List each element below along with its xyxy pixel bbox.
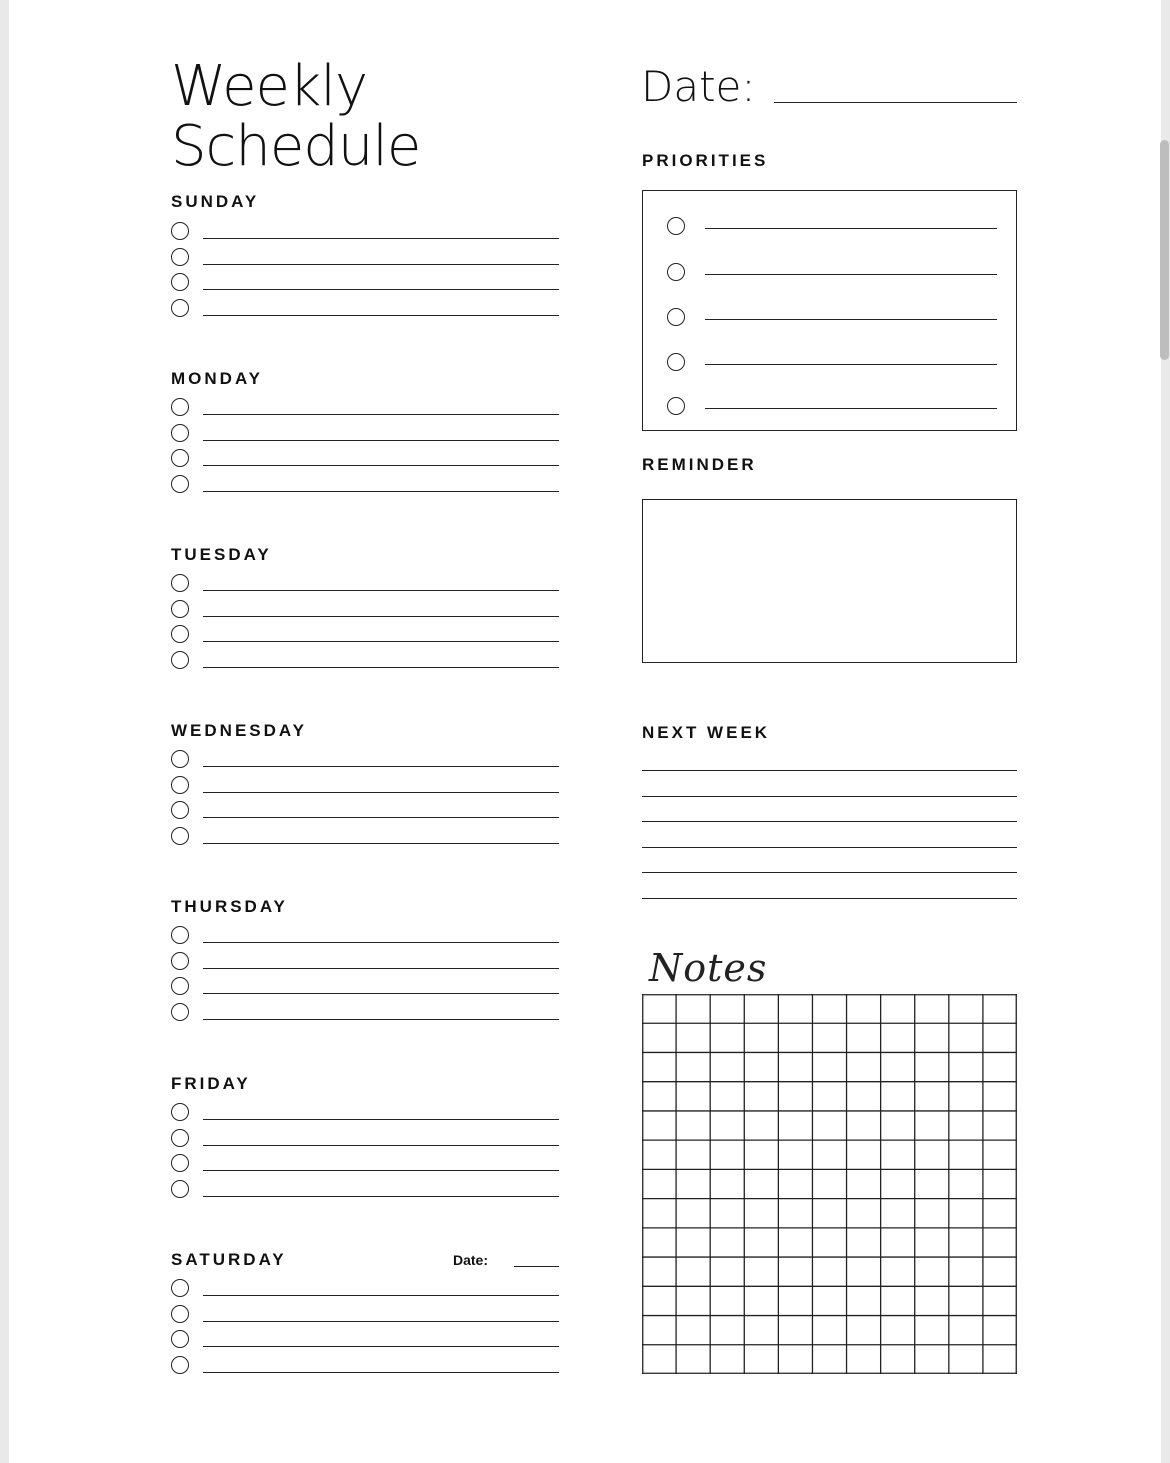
checkbox-circle[interactable]: [171, 1279, 189, 1297]
checkbox-circle[interactable]: [171, 952, 189, 970]
next-week-line[interactable]: [642, 872, 1017, 873]
checkbox-circle[interactable]: [171, 1003, 189, 1021]
day-heading: TUESDAY: [171, 545, 272, 564]
checkbox-circle[interactable]: [171, 750, 189, 768]
task-item: [171, 600, 561, 622]
day-heading: SATURDAY: [171, 1250, 287, 1269]
task-line[interactable]: [203, 616, 559, 617]
title-weekly: Weekly: [171, 54, 368, 119]
checkbox-circle[interactable]: [667, 308, 685, 326]
task-line[interactable]: [203, 1346, 559, 1347]
task-line[interactable]: [203, 414, 559, 415]
task-item: [171, 222, 561, 244]
task-line[interactable]: [203, 641, 559, 642]
task-item: [171, 651, 561, 673]
task-line[interactable]: [203, 264, 559, 265]
task-line[interactable]: [203, 1321, 559, 1322]
checkbox-circle[interactable]: [171, 625, 189, 643]
checkbox-circle[interactable]: [171, 248, 189, 266]
task-line[interactable]: [203, 1372, 559, 1373]
priority-line[interactable]: [705, 274, 997, 275]
checkbox-circle[interactable]: [171, 299, 189, 317]
checkbox-circle[interactable]: [171, 574, 189, 592]
task-item: [171, 750, 561, 772]
notes-grid[interactable]: [642, 994, 1017, 1374]
task-item: [171, 248, 561, 270]
saturday-date-label: Date:: [453, 1252, 489, 1268]
notes-grid-svg: [642, 994, 1017, 1374]
checkbox-circle[interactable]: [171, 600, 189, 618]
task-line[interactable]: [203, 993, 559, 994]
day-section-tuesday: [171, 545, 561, 685]
task-item: [171, 1356, 561, 1378]
reminder-box[interactable]: [642, 499, 1017, 663]
priority-line[interactable]: [705, 319, 997, 320]
task-item: [171, 1129, 561, 1151]
task-line[interactable]: [203, 1145, 559, 1146]
priority-item: [667, 308, 997, 330]
task-item: [171, 1330, 561, 1352]
task-item: [171, 1180, 561, 1202]
day-section-sunday: [171, 192, 561, 332]
task-line[interactable]: [203, 817, 559, 818]
day-section-saturday: [171, 1250, 561, 1390]
checkbox-circle[interactable]: [667, 217, 685, 235]
next-week-line[interactable]: [642, 796, 1017, 797]
task-item: [171, 1305, 561, 1327]
task-line[interactable]: [203, 1019, 559, 1020]
priority-item: [667, 217, 997, 239]
checkbox-circle[interactable]: [171, 449, 189, 467]
task-item: [171, 827, 561, 849]
checkbox-circle[interactable]: [171, 1180, 189, 1198]
priority-item: [667, 353, 997, 375]
task-item: [171, 801, 561, 823]
task-item: [171, 776, 561, 798]
priority-line[interactable]: [705, 364, 997, 365]
day-heading: THURSDAY: [171, 897, 288, 916]
priorities-box: [642, 190, 1017, 431]
checkbox-circle[interactable]: [171, 475, 189, 493]
task-line[interactable]: [203, 491, 559, 492]
day-section-monday: [171, 369, 561, 509]
task-line[interactable]: [203, 440, 559, 441]
scrollbar-thumb[interactable]: [1160, 140, 1169, 360]
checkbox-circle[interactable]: [171, 1356, 189, 1374]
next-week-line[interactable]: [642, 821, 1017, 822]
task-line[interactable]: [203, 1295, 559, 1296]
task-item: [171, 424, 561, 446]
day-section-thursday: [171, 897, 561, 1037]
task-item: [171, 926, 561, 948]
task-item: [171, 574, 561, 596]
day-section-wednesday: [171, 721, 561, 861]
checkbox-circle[interactable]: [171, 651, 189, 669]
checkbox-circle[interactable]: [171, 1103, 189, 1121]
task-line[interactable]: [203, 238, 559, 239]
task-line[interactable]: [203, 942, 559, 943]
checkbox-circle[interactable]: [667, 397, 685, 415]
checkbox-circle[interactable]: [171, 1330, 189, 1348]
next-week-heading: NEXT WEEK: [642, 723, 771, 742]
checkbox-circle[interactable]: [171, 926, 189, 944]
checkbox-circle[interactable]: [667, 263, 685, 281]
reminder-heading: REMINDER: [642, 455, 757, 474]
planner-page: [9, 0, 1161, 1463]
saturday-date-line[interactable]: [514, 1266, 559, 1267]
checkbox-circle[interactable]: [171, 398, 189, 416]
task-line[interactable]: [203, 315, 559, 316]
task-line[interactable]: [203, 667, 559, 668]
task-item: [171, 1154, 561, 1176]
checkbox-circle[interactable]: [171, 827, 189, 845]
checkbox-circle[interactable]: [171, 1154, 189, 1172]
task-line[interactable]: [203, 968, 559, 969]
date-label: Date:: [641, 62, 756, 111]
task-item: [171, 952, 561, 974]
checkbox-circle[interactable]: [171, 222, 189, 240]
task-item: [171, 475, 561, 497]
title-schedule: Schedule: [171, 114, 421, 179]
task-item: [171, 299, 561, 321]
checkbox-circle[interactable]: [171, 424, 189, 442]
task-line[interactable]: [203, 289, 559, 290]
checkbox-circle[interactable]: [171, 273, 189, 291]
day-heading: FRIDAY: [171, 1074, 251, 1093]
checkbox-circle[interactable]: [171, 1129, 189, 1147]
notes-title: Notes: [649, 946, 768, 990]
checkbox-circle[interactable]: [171, 801, 189, 819]
task-line[interactable]: [203, 766, 559, 767]
priorities-heading: PRIORITIES: [642, 151, 769, 170]
day-section-friday: [171, 1074, 561, 1214]
date-field-line[interactable]: [774, 102, 1017, 103]
task-item: [171, 1003, 561, 1025]
priority-item: [667, 263, 997, 285]
day-heading: WEDNESDAY: [171, 721, 307, 740]
priority-item: [667, 397, 997, 419]
task-item: [171, 625, 561, 647]
task-item: [171, 449, 561, 471]
task-item: [171, 398, 561, 420]
task-line[interactable]: [203, 1196, 559, 1197]
next-week-line[interactable]: [642, 847, 1017, 848]
day-heading: SUNDAY: [171, 192, 260, 211]
task-line[interactable]: [203, 465, 559, 466]
task-item: [171, 273, 561, 295]
next-week-line[interactable]: [642, 898, 1017, 899]
task-item: [171, 1279, 561, 1301]
task-item: [171, 1103, 561, 1125]
priority-line[interactable]: [705, 228, 997, 229]
priority-line[interactable]: [705, 408, 997, 409]
checkbox-circle[interactable]: [171, 776, 189, 794]
day-heading: MONDAY: [171, 369, 263, 388]
task-line[interactable]: [203, 590, 559, 591]
task-line[interactable]: [203, 792, 559, 793]
task-line[interactable]: [203, 843, 559, 844]
task-line[interactable]: [203, 1170, 559, 1171]
checkbox-circle[interactable]: [171, 977, 189, 995]
checkbox-circle[interactable]: [667, 353, 685, 371]
task-line[interactable]: [203, 1119, 559, 1120]
task-item: [171, 977, 561, 999]
checkbox-circle[interactable]: [171, 1305, 189, 1323]
next-week-line[interactable]: [642, 770, 1017, 771]
